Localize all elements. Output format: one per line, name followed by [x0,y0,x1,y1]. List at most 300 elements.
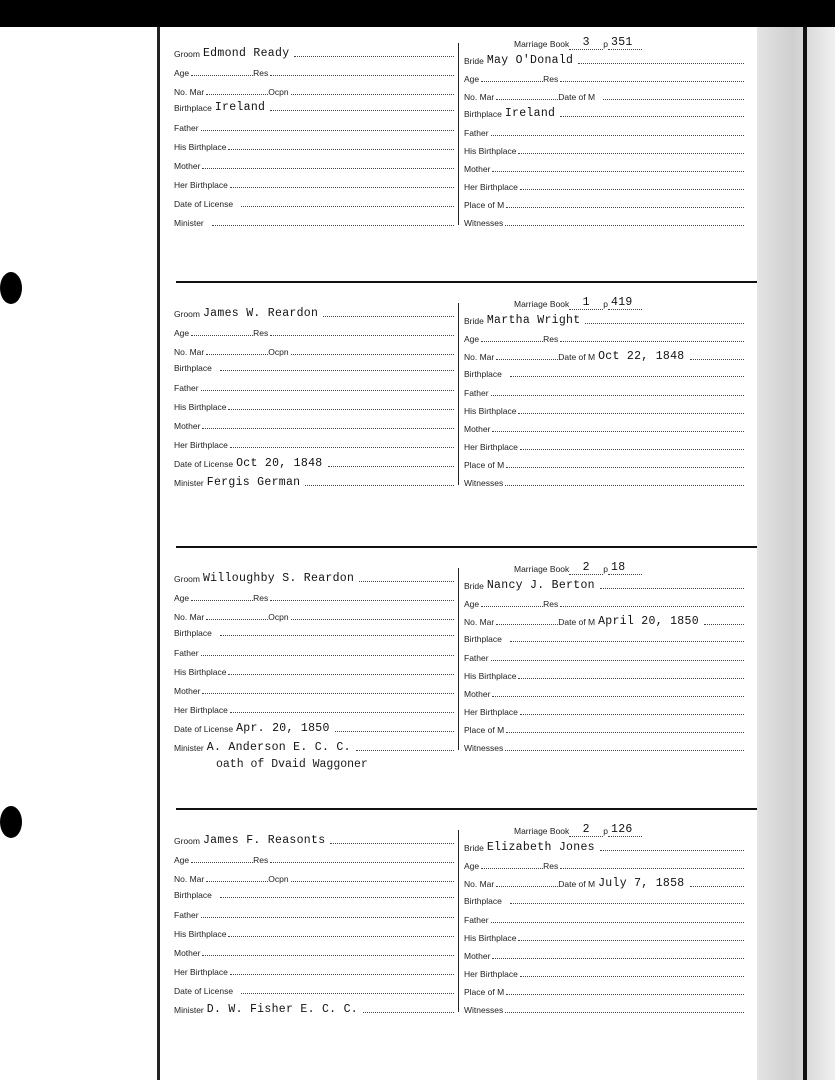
dotted-line [206,881,268,882]
marriage-date: April 20, 1850 [598,615,699,628]
dotted-line [228,674,454,675]
his-birthplace-label: His Birthplace [464,933,517,943]
age-label: Age [464,861,480,871]
father-row [174,379,454,394]
her-birthplace-label: Her Birthplace [174,967,228,977]
ocpn-label: Ocpn [268,874,289,884]
dotted-line [328,466,455,467]
bride-no-mar-row [464,88,744,103]
marriage-book-row [514,822,642,837]
dotted-line [491,922,744,923]
dotted-line [505,1012,744,1013]
date-of-license-label: Date of License [174,724,234,734]
no-mar-label: No. Mar [464,879,495,889]
dotted-line [206,354,268,355]
his-birthplace-label: His Birthplace [464,146,517,156]
dotted-line [506,994,744,995]
bride-mother-row [464,947,744,962]
birthplace-label: Birthplace [464,369,502,379]
scan-right-edge [757,27,835,1080]
bride-mother-row [464,160,744,175]
witnesses-label: Witnesses [464,478,504,488]
his-birthplace-label: His Birthplace [174,929,227,939]
dotted-line [560,868,744,869]
bride-birthplace-row [464,630,744,645]
dotted-line [202,693,454,694]
dotted-line [518,413,744,414]
bride-birthplace: Ireland [504,107,556,120]
minister-row [174,1001,454,1016]
groom-label: Groom [174,574,200,584]
place-of-m-label: Place of M [464,460,505,470]
groom-row [174,832,454,847]
place-of-m-row [464,196,744,211]
dotted-line [220,370,454,371]
marriage-book-row [514,295,642,310]
dotted-line [230,447,454,448]
his-birthplace-label: His Birthplace [464,671,517,681]
dotted-line [201,390,454,391]
dotted-line [230,974,454,975]
column-divider [458,303,459,485]
bride-his-birthplace-row [464,402,744,417]
column-divider [458,830,459,1012]
dotted-line [202,168,454,169]
witnesses-label: Witnesses [464,743,504,753]
mother-label: Mother [464,164,491,174]
column-divider [458,568,459,750]
no-mar-label: No. Mar [464,92,495,102]
bride-father-row [464,124,744,139]
dotted-line [704,624,744,625]
dotted-line [294,56,454,57]
father-row [174,906,454,921]
bride-her-birthplace-row [464,703,744,718]
minister-row [174,214,454,229]
license-date: Oct 20, 1848 [236,457,323,470]
mother-label: Mother [174,686,201,696]
dotted-line [505,750,744,751]
bride-row [464,839,744,854]
book-number: 1 [569,296,603,310]
dotted-line [206,619,268,620]
ocpn-label: Ocpn [268,612,289,622]
dotted-line [600,588,744,589]
bride-name: May O'Donald [486,54,574,67]
dotted-line [481,868,543,869]
ocpn-label: Ocpn [268,347,289,357]
dotted-line [228,149,454,150]
his-birthplace-label: His Birthplace [174,142,227,152]
date-of-license-label: Date of License [174,986,234,996]
dotted-line [291,881,454,882]
place-of-m-row [464,456,744,471]
res-label: Res [543,74,559,84]
date-of-m-label: Date of M [558,617,596,627]
bride-name: Martha Wright [486,314,581,327]
dotted-line [585,323,744,324]
bride-mother-row [464,685,744,700]
dotted-line [202,428,454,429]
dotted-line [356,750,454,751]
birthplace-label: Birthplace [464,896,502,906]
witnesses-row [464,1001,744,1016]
groom-no-mar-row [174,870,454,885]
dotted-line [690,886,744,887]
dotted-line [518,678,744,679]
bride-no-mar-row [464,613,744,628]
punch-hole-top [0,272,22,304]
witnesses-label: Witnesses [464,218,504,228]
page-number: 419 [608,296,642,310]
dotted-line [206,94,268,95]
no-mar-label: No. Mar [174,347,205,357]
dotted-line [270,75,454,76]
dotted-line [323,316,454,317]
age-label: Age [464,334,480,344]
bride-row [464,52,744,67]
minister-row [174,739,454,754]
father-label: Father [464,128,489,138]
groom-label: Groom [174,49,200,59]
mother-row [174,944,454,959]
column-divider [458,43,459,225]
dotted-line [510,641,744,642]
groom-birthplace-row [174,624,454,639]
res-label: Res [253,68,269,78]
dotted-line [492,958,744,959]
mother-label: Mother [174,948,201,958]
res-label: Res [543,861,559,871]
bride-label: Bride [464,581,484,591]
dotted-line [228,936,454,937]
dotted-line [520,449,744,450]
dotted-line [230,712,454,713]
bride-age-row [464,70,744,85]
mother-row [174,417,454,432]
dotted-line [492,431,744,432]
license-row [174,720,454,735]
bride-his-birthplace-row [464,667,744,682]
dotted-line [241,993,454,994]
dotted-line [492,696,744,697]
mother-label: Mother [464,424,491,434]
res-label: Res [253,855,269,865]
her-birthplace-label: Her Birthplace [174,440,228,450]
date-of-license-label: Date of License [174,199,234,209]
dotted-line [270,862,454,863]
dotted-line [220,635,454,636]
license-row [174,982,454,997]
dotted-line [191,862,253,863]
groom-age-row [174,589,454,604]
birthplace-label: Birthplace [464,634,502,644]
marriage-book-row [514,35,642,50]
card-separator [176,546,757,548]
marriage-book-label: Marriage Book [514,299,570,309]
his-birthplace-row [174,663,454,678]
father-label: Father [174,383,199,393]
dotted-line [690,359,744,360]
marriage-book-row [514,560,642,575]
minister-label: Minister [174,743,204,753]
bride-row [464,312,744,327]
dotted-line [496,886,558,887]
birthplace-label: Birthplace [174,103,212,113]
groom-birthplace: Ireland [214,101,266,114]
bride-label: Bride [464,56,484,66]
card-separator [176,281,757,283]
groom-row [174,45,454,60]
witnesses-row [464,474,744,489]
dotted-line [359,581,454,582]
page-label: p [603,39,609,49]
dotted-line [201,655,454,656]
page-label: p [603,564,609,574]
bride-his-birthplace-row [464,142,744,157]
dotted-line [335,731,454,732]
birthplace-label: Birthplace [174,890,212,900]
bride-age-row [464,857,744,872]
dotted-line [270,110,454,111]
minister-row [174,474,454,489]
dotted-line [560,606,744,607]
his-birthplace-label: His Birthplace [464,406,517,416]
ocpn-label: Ocpn [268,87,289,97]
dotted-line [202,955,454,956]
date-of-m-label: Date of M [558,92,596,102]
dotted-line [220,897,454,898]
bride-no-mar-row [464,348,744,363]
groom-row [174,305,454,320]
father-label: Father [174,123,199,133]
dotted-line [505,225,744,226]
dotted-line [560,81,744,82]
minister-name: D. W. Fisher E. C. C. [206,1003,358,1016]
dotted-line [520,189,744,190]
groom-name: Willoughby S. Reardon [202,572,355,585]
bride-her-birthplace-row [464,438,744,453]
page-number: 18 [608,561,642,575]
dotted-line [305,485,454,486]
scan-right-edge-line [803,27,807,1080]
marriage-book-label: Marriage Book [514,39,570,49]
dotted-line [228,409,454,410]
book-number: 3 [569,36,603,50]
dotted-line [491,660,744,661]
dotted-line [291,619,454,620]
dotted-line [481,341,543,342]
groom-age-row [174,851,454,866]
dotted-line [491,135,744,136]
dotted-line [560,341,744,342]
marriage-book-label: Marriage Book [514,826,570,836]
dotted-line [330,843,454,844]
dotted-line [491,395,744,396]
age-label: Age [174,855,190,865]
bride-label: Bride [464,316,484,326]
groom-name: Edmond Ready [202,47,290,60]
bride-father-row [464,384,744,399]
dotted-line [291,94,454,95]
groom-age-row [174,324,454,339]
marriage-record-card [160,35,757,303]
dotted-line [270,600,454,601]
date-of-m-label: Date of M [558,879,596,889]
dotted-line [505,485,744,486]
father-label: Father [464,653,489,663]
age-label: Age [464,599,480,609]
dotted-line [241,206,454,207]
page-label: p [603,299,609,309]
dotted-line [201,130,454,131]
res-label: Res [543,599,559,609]
no-mar-label: No. Mar [174,87,205,97]
dotted-line [518,153,744,154]
res-label: Res [253,593,269,603]
bride-birthplace-row [464,105,744,120]
witnesses-label: Witnesses [464,1005,504,1015]
father-label: Father [174,910,199,920]
bride-no-mar-row [464,875,744,890]
groom-birthplace-row [174,99,454,114]
her-birthplace-label: Her Birthplace [464,969,518,979]
her-birthplace-label: Her Birthplace [464,182,518,192]
dotted-line [230,187,454,188]
mother-label: Mother [464,689,491,699]
dotted-line [510,376,744,377]
groom-name: James F. Reasonts [202,834,326,847]
place-of-m-row [464,983,744,998]
no-mar-label: No. Mar [464,617,495,627]
father-label: Father [464,388,489,398]
date-of-m-label: Date of M [558,352,596,362]
book-number: 2 [569,561,603,575]
dotted-line [560,116,744,117]
mother-label: Mother [464,951,491,961]
groom-birthplace-row [174,359,454,374]
dotted-line [506,732,744,733]
his-birthplace-row [174,398,454,413]
witnesses-row [464,739,744,754]
bride-name: Elizabeth Jones [486,841,595,854]
groom-name: James W. Reardon [202,307,319,320]
minister-name: A. Anderson E. C. C. [206,741,351,754]
license-row [174,195,454,210]
his-birthplace-row [174,925,454,940]
dotted-line [578,63,744,64]
dotted-line [191,335,253,336]
dotted-line [201,917,454,918]
minister-name: Fergis German [206,476,301,489]
page-label: p [603,826,609,836]
his-birthplace-row [174,138,454,153]
bride-father-row [464,911,744,926]
bride-birthplace-row [464,892,744,907]
father-row [174,644,454,659]
birthplace-label: Birthplace [174,628,212,638]
witnesses-row [464,214,744,229]
marriage-record-card [160,822,757,1090]
dotted-line [510,903,744,904]
marriage-date: July 7, 1858 [598,877,685,890]
page-number: 126 [608,823,642,837]
dotted-line [363,1012,454,1013]
no-mar-label: No. Mar [174,874,205,884]
punch-hole-bottom [0,806,22,838]
dotted-line [492,171,744,172]
groom-age-row [174,64,454,79]
dotted-line [191,75,253,76]
her-birthplace-row [174,963,454,978]
groom-no-mar-row [174,83,454,98]
father-row [174,119,454,134]
minister-label: Minister [174,218,204,228]
dotted-line [212,225,454,226]
license-row [174,455,454,470]
bride-age-row [464,595,744,610]
dotted-line [481,606,543,607]
mother-row [174,157,454,172]
book-number: 2 [569,823,603,837]
place-of-m-label: Place of M [464,987,505,997]
her-birthplace-row [174,701,454,716]
her-birthplace-row [174,176,454,191]
mother-label: Mother [174,161,201,171]
dotted-line [603,99,744,100]
marriage-record-card [160,560,757,828]
dotted-line [520,714,744,715]
mother-label: Mother [174,421,201,431]
bride-mother-row [464,420,744,435]
marriage-date: Oct 22, 1848 [598,350,685,363]
her-birthplace-label: Her Birthplace [174,705,228,715]
birthplace-label: Birthplace [174,363,212,373]
dotted-line [496,359,558,360]
dotted-line [496,624,558,625]
bride-label: Bride [464,843,484,853]
page-number: 351 [608,36,642,50]
age-label: Age [174,68,190,78]
place-of-m-label: Place of M [464,200,505,210]
minister-label: Minister [174,478,204,488]
dotted-line [270,335,454,336]
no-mar-label: No. Mar [464,352,495,362]
her-birthplace-label: Her Birthplace [464,442,518,452]
mother-row [174,682,454,697]
dotted-line [496,99,558,100]
dotted-line [600,850,744,851]
groom-no-mar-row [174,608,454,623]
bride-her-birthplace-row [464,965,744,980]
scan-top-border [0,0,835,27]
bride-row [464,577,744,592]
age-label: Age [464,74,480,84]
groom-label: Groom [174,836,200,846]
minister-note: oath of Dvaid Waggoner [216,758,368,771]
place-of-m-label: Place of M [464,725,505,735]
age-label: Age [174,593,190,603]
card-separator [176,808,757,810]
license-date: Apr. 20, 1850 [236,722,330,735]
her-birthplace-label: Her Birthplace [174,180,228,190]
his-birthplace-label: His Birthplace [174,402,227,412]
marriage-book-label: Marriage Book [514,564,570,574]
groom-label: Groom [174,309,200,319]
birthplace-label: Birthplace [464,109,502,119]
dotted-line [518,940,744,941]
bride-age-row [464,330,744,345]
